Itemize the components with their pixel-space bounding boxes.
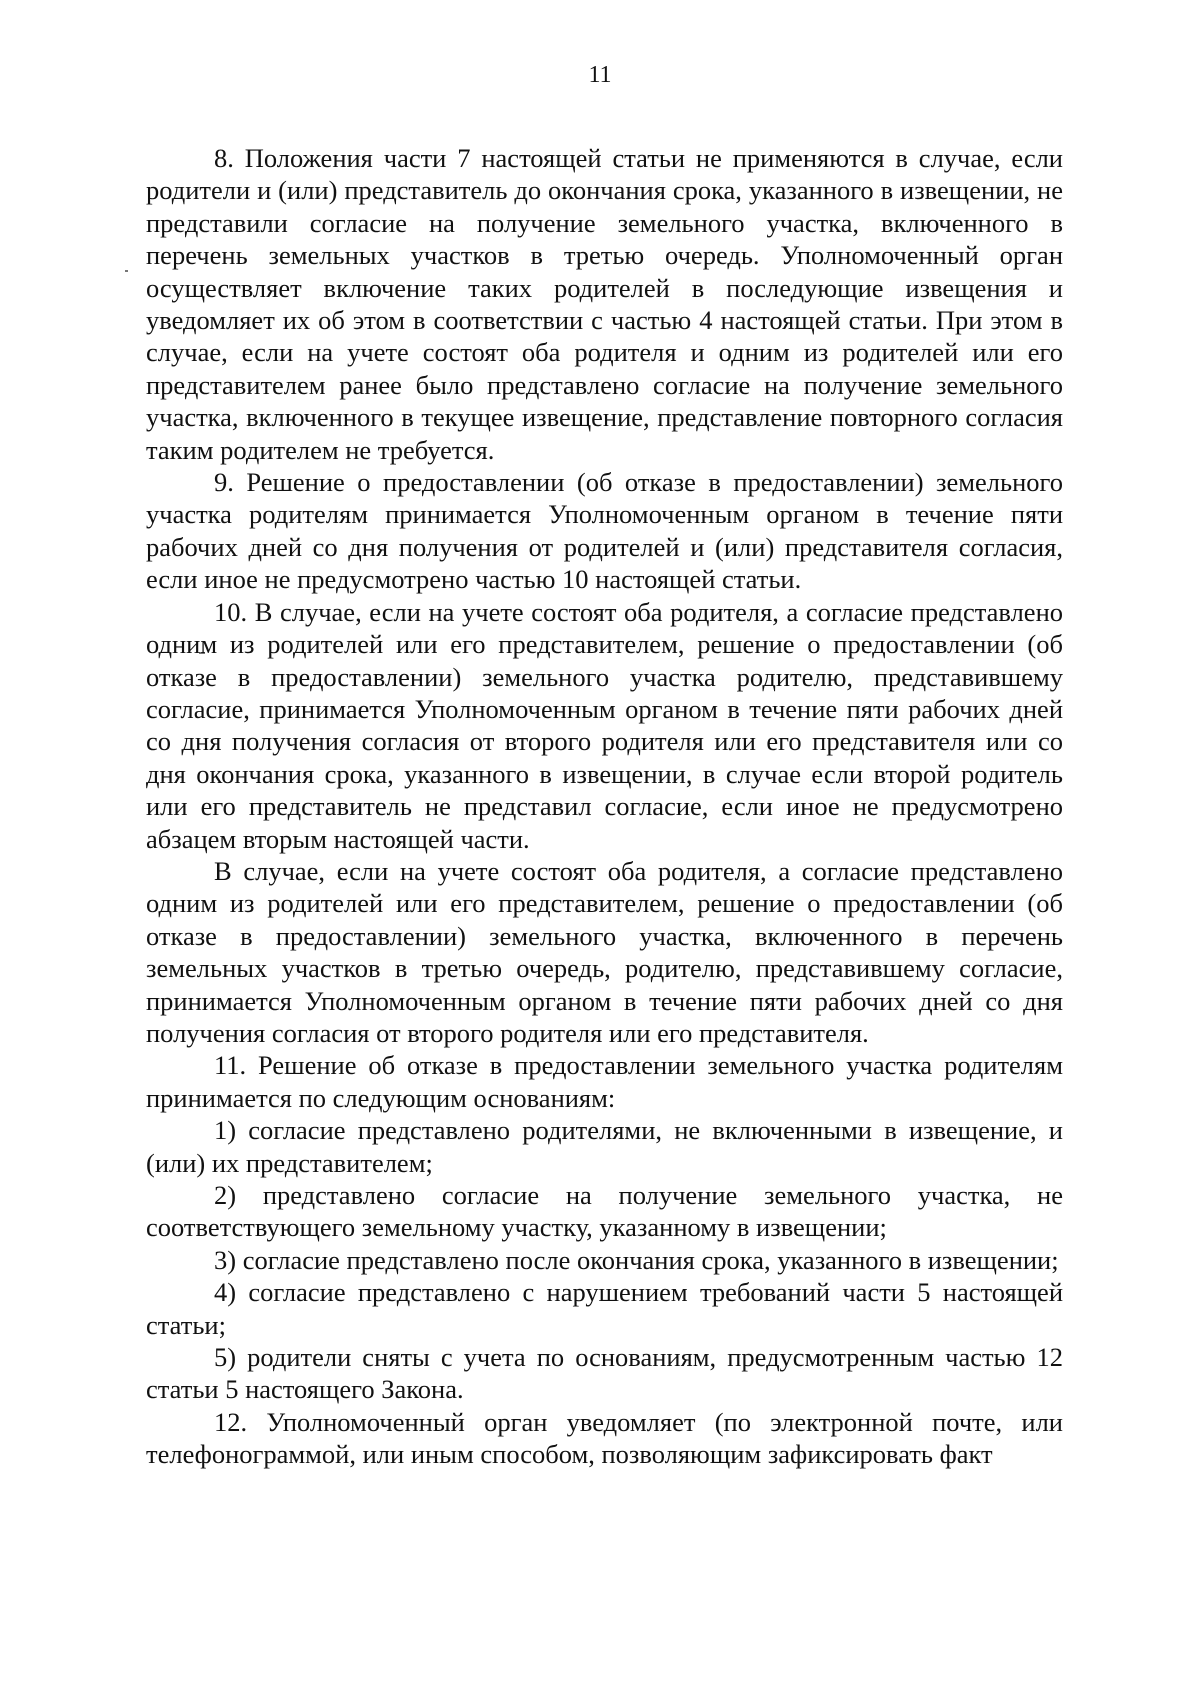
paragraph-9: 9. Решение о предоставлении (об отказе в предоставлении) земельного участка родителям принимается Уполномоченным органом в течение пяти рабочих дней со дня получения от родителей и (или) представителя согласия, если иное не предусмотрено частью 10 настоящей статьи. bbox=[146, 467, 1063, 595]
paragraph-12: 12. Уполномоченный орган уведомляет (по электронной почте, или телефонограммой, или иным способом, позволяющим зафиксировать факт bbox=[146, 1406, 1063, 1470]
paragraph-8: 8. Положения части 7 настоящей статьи не применяются в случае, если родители и (или) представитель до окончания срока, указанного в извещении, не представили согласие на получение земельного участка, включенного в перечень земельных участков в третью очередь. Уполномоченный орган осуществляет включение таких родителей в последующие извещения и уведомляет их об этом в соответствии с частью 4 настоящей статьи. При этом в случае, если на учете состоят оба родителя и одним из родителей или его представителем ранее было представлено согласие на получение земельного участка, включенного в текущее извещение, представление повторного согласия таким родителем не требуется. bbox=[146, 143, 1063, 465]
scan-speck bbox=[125, 270, 128, 272]
list-item-3: 3) согласие представлено после окончания срока, указанного в извещении; bbox=[214, 1244, 1059, 1275]
paragraph-10: 10. В случае, если на учете состоят оба родителя, а согласие представлено одним из родителей или его представителем, решение о предоставлении (об отказе в предоставлении) земельного участка родителю, представившему согласие, принимается Уполномоченным органом в течение пяти рабочих дней со дня получения согласия от второго родителя или его представителя или со дня окончания срока, указанного в извещении, в случае если второй родитель или его представитель не представил согласие, если иное не предусмотрено абзацем вторым настоящей части. bbox=[146, 596, 1063, 854]
paragraph-10-second-abzac: В случае, если на учете состоят оба родителя, а согласие представлено одним из родителей или его представителем, решение о предоставлении (об отказе в предоставлении) земельного участка, включенного в перечень земельных участков в третью очередь, родителю, представившему согласие, принимается Уполномоченным органом в течение пяти рабочих дней со дня получения согласия от второго родителя или его представителя. bbox=[146, 855, 1063, 1048]
document-body bbox=[146, 142, 1063, 1471]
list-item-2: 2) представлено согласие на получение земельного участка, не соответствующего земельному участку, указанному в извещении; bbox=[146, 1180, 1063, 1243]
list-item-5: 5) родители сняты с учета по основаниям, предусмотренным частью 12 статьи 5 настоящего Закона. bbox=[146, 1342, 1063, 1405]
list-item-4: 4) согласие представлено с нарушением требований части 5 настоящей статьи; bbox=[146, 1277, 1063, 1340]
paragraph-11: 11. Решение об отказе в предоставлении земельного участка родителям принимается по следующим основаниям: bbox=[146, 1050, 1063, 1113]
page-number: 11 bbox=[588, 62, 612, 88]
list-item-1: 1) согласие представлено родителями, не включенными в извещение, и (или) их представителем; bbox=[146, 1115, 1063, 1178]
